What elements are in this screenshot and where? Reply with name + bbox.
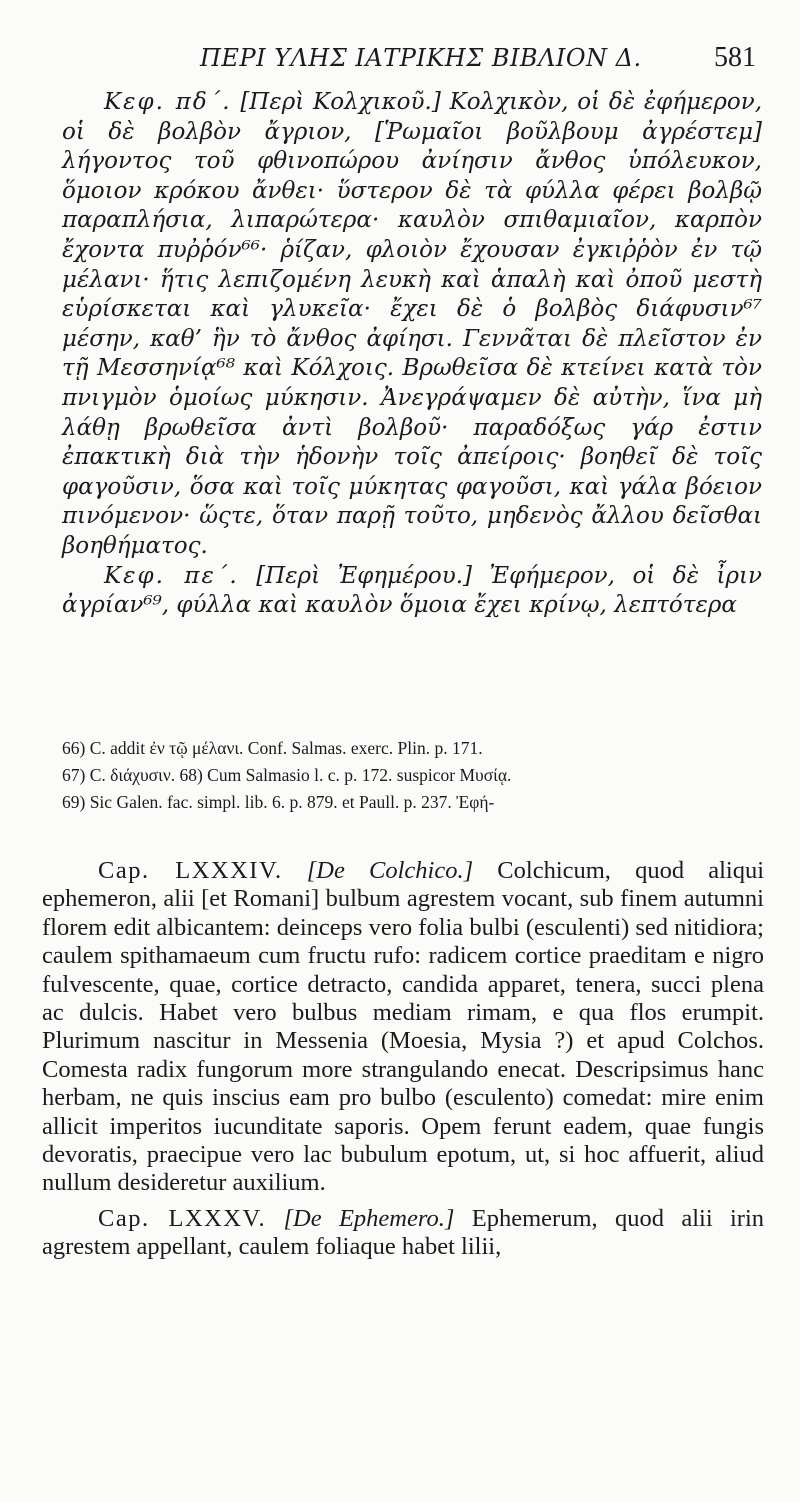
latin-paragraph-text: Ephemerum, quod alii irin agrestem appellant, caulem foliaque habet lilii, bbox=[42, 1204, 765, 1261]
greek-chapter-title: [Περὶ Κολχικοῦ.] bbox=[240, 89, 441, 115]
greek-chapter-title: [Περὶ Ἐφημέρου.] bbox=[256, 562, 473, 589]
greek-paragraph-colchicum bbox=[62, 88, 762, 562]
latin-chapter-number: Cap. LXXXV. bbox=[98, 1204, 267, 1232]
latin-text-block bbox=[42, 857, 764, 1262]
greek-chapter-number: Κεφ. πε΄. bbox=[104, 562, 239, 589]
latin-paragraph-text: Colchicum, quod aliqui ephemeron, alii [et Romani] bulbum agrestem vocant, sub finem autumni florem edit albicantem: deinceps vero folia bulbi (esculenti) sed nitidiora; caulem spithamaeum cum fructu rufo: radicem cortice praeditam e nigro fulvescente, quae, cortice detracto, candida apparet, tenera, succi plena ac dulcis. Habet vero bulbus mediam rimam, e qua flos erumpit. Plurimum nascitur in Messenia (Moesia, Mysia ?) et apud Colchos. Comesta radix fungorum more strangulando enecat. Descripsimus hanc herbam, ne quis inscius eam pro bulbo (esculento) comedat: mire enim allicit imperitos iucunditate saporis. Opem ferunt eadem, quae fungis devoratis, praecipue vero lac bubulum epotum, ut, si hoc affuerit, aliud nullum desideretur auxilium. bbox=[42, 857, 765, 1197]
latin-paragraph-ephemerum bbox=[42, 1205, 764, 1262]
latin-chapter-title: [De Ephemero.] bbox=[283, 1204, 455, 1232]
footnotes bbox=[62, 735, 762, 816]
greek-paragraph-ephemerum bbox=[62, 562, 762, 621]
latin-paragraph-colchicum bbox=[42, 857, 764, 1198]
footnote-66: 66) C. addit ἐν τῷ μέλανι. Conf. Salmas. exerc. Plin. p. 171. bbox=[62, 738, 483, 758]
running-head: ΠΕΡΙ ΥΛΗΣ ΙΑΤΡΙΚΗΣ ΒΙΒΛΙΟΝ Δ. bbox=[200, 44, 642, 72]
page-header bbox=[40, 38, 760, 82]
greek-paragraph-text: Κολχικὸν, οἱ δὲ ἐφήμερον, οἱ δὲ βολβὸν ἄγριον, [Ῥωμαῖοι βοῦλβουμ ἀγρέστεμ] λήγοντος τοῦ φθινοπώρου ἀνίησιν ἄνθος ὑπόλευκον, ὅμοιον κρόκου ἄνθει· ὕστερον δὲ τὰ φύλλα φέρει βολβῷ παραπλήσια, λιπαρώτερα· καυλὸν σπιθαμιαῖον, καρπὸν ἔχοντα πυῤῥόν⁶⁶· ῥίζαν, φλοιὸν ἔχουσαν ἐγκιῤῥὸν ἐν τῷ μέλανι· ἥτις λεπιζομένη λευκὴ καὶ ἁπαλὴ καὶ ὀποῦ μεστὴ εὑρίσκεται καὶ γλυκεῖα· ἔχει δὲ ὁ βολβὸς διάφυσιν⁶⁷ μέσην, καθ’ ἣν τὸ ἄνθος ἀφίησι. Γεννᾶται δὲ πλεῖστον ἐν τῇ Μεσσηνίᾳ⁶⁸ καὶ Κόλχοις. Βρωθεῖσα δὲ κτείνει κατὰ τὸν πνιγμὸν ὁμοίως μύκησιν. Ἀνεγράψαμεν δὲ αὐτὴν, ἵνα μὴ λάθῃ βρωθεῖσα ἀντὶ βολβοῦ· παραδόξως γάρ ἐστιν ἐπακτικὴ διὰ τὴν ἡδονὴν τοῖς ἀπείροις· βοηθεῖ δὲ τοῖς φαγοῦσιν, ὅσα καὶ τοῖς μύκητας φαγοῦσι, καὶ γάλα βόειον πινόμενον· ὥςτε, ὅταν παρῇ τοῦτο, μηδενὸς ἄλλου δεῖσθαι βοηθήματος. bbox=[62, 89, 763, 559]
footnote-67-68: 67) C. διάχυσιν. 68) Cum Salmasio l. c. p. 172. suspicor Μυσίᾳ. bbox=[62, 765, 512, 785]
footnote-69: 69) Sic Galen. fac. simpl. lib. 6. p. 879. et Paull. p. 237. Ἐφή- bbox=[62, 792, 495, 812]
latin-chapter-title: [De Colchico.] bbox=[306, 857, 474, 884]
page-number: 581 bbox=[714, 42, 756, 73]
greek-paragraph-text: Ἐφήμερον, οἱ δὲ ἶριν ἀγρίαν⁶⁹, φύλλα καὶ καυλὸν ὅμοια ἔχει κρίνῳ, λεπτότερα bbox=[62, 562, 762, 619]
latin-chapter-number: Cap. LXXXIV. bbox=[98, 857, 283, 884]
greek-text-block bbox=[62, 88, 762, 621]
greek-chapter-number: Κεφ. πδ΄. bbox=[104, 89, 232, 115]
